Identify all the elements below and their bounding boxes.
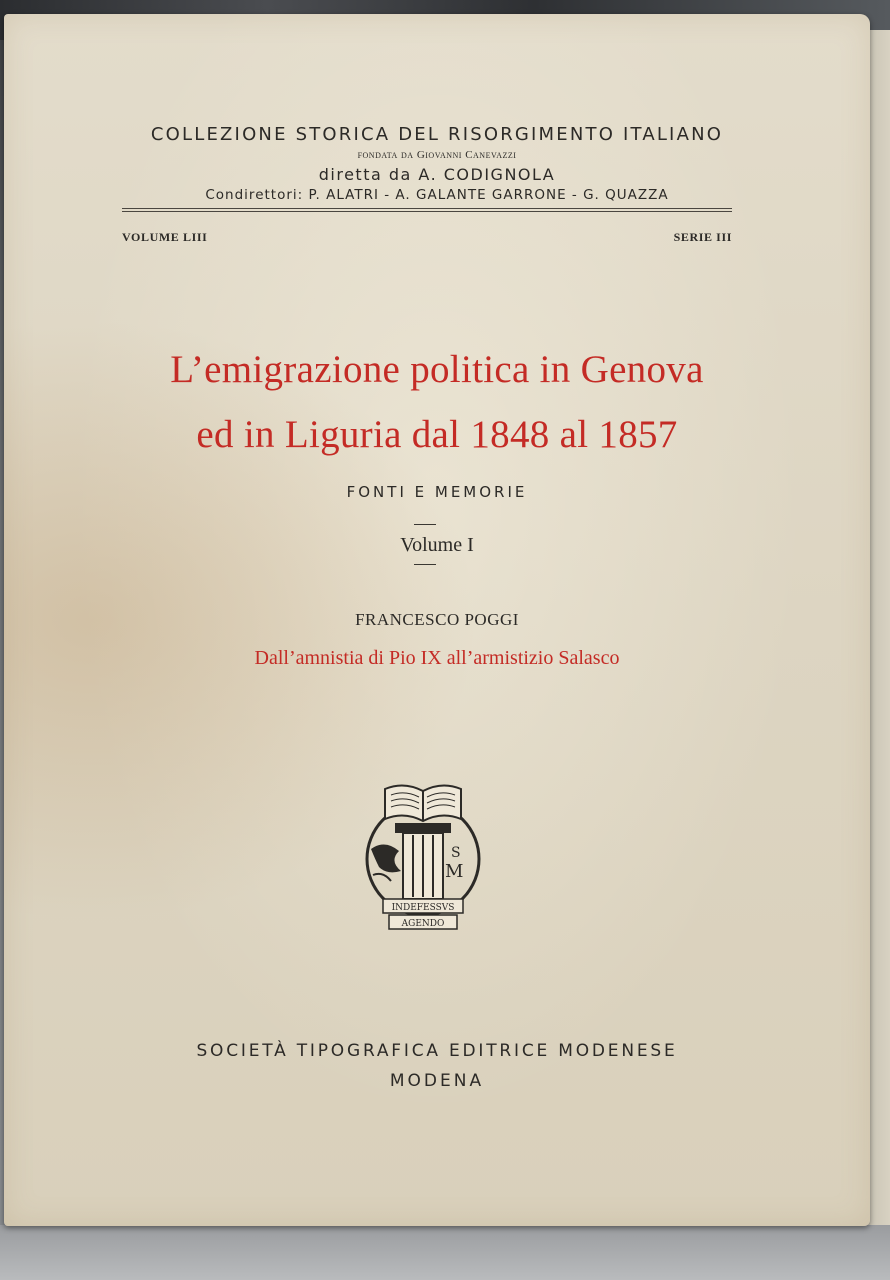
header-rule-top: [122, 208, 732, 209]
header-rule-bottom: [122, 211, 732, 212]
volume-number: VOLUME LIII: [122, 230, 208, 244]
divider-dash-top: [414, 524, 436, 525]
emblem-motto-2: AGENDO: [401, 919, 445, 929]
svg-text:S: S: [451, 845, 461, 861]
work-subtitle: Dall’amnistia di Pio IX all’armistizio Salasco: [254, 647, 620, 669]
volume-label: Volume I: [400, 534, 474, 556]
series-title: COLLEZIONE STORICA DEL RISORGIMENTO ITALIANO: [150, 124, 724, 145]
svg-text:M: M: [445, 861, 464, 882]
founder-line: fondata da Giovanni Canevazzi: [357, 149, 517, 161]
codirectors-line: Condirettori: P. ALATRI - A. GALANTE GARRONE - G. QUAZZA: [205, 187, 669, 203]
main-title-line-2: ed in Liguria dal 1848 al 1857: [196, 413, 678, 456]
publisher-city: MODENA: [389, 1071, 485, 1091]
subtitle: FONTI E MEMORIE: [346, 483, 528, 501]
main-title-line-1: L’emigrazione politica in Genova: [170, 348, 704, 391]
author-name: FRANCESCO POGGI: [355, 610, 519, 629]
divider-dash-bottom: [414, 564, 436, 565]
publisher-name: SOCIETÀ TIPOGRAFICA EDITRICE MODENESE: [196, 1041, 678, 1061]
open-book-column-emblem-icon: [359, 779, 491, 934]
director-line: diretta da A. CODIGNOLA: [318, 165, 556, 184]
series-number: SERIE III: [673, 230, 732, 244]
bookshelf-bottom: [0, 1225, 890, 1280]
emblem-motto-1: INDEFESSVS: [391, 903, 455, 913]
book-cover: [4, 14, 870, 1226]
